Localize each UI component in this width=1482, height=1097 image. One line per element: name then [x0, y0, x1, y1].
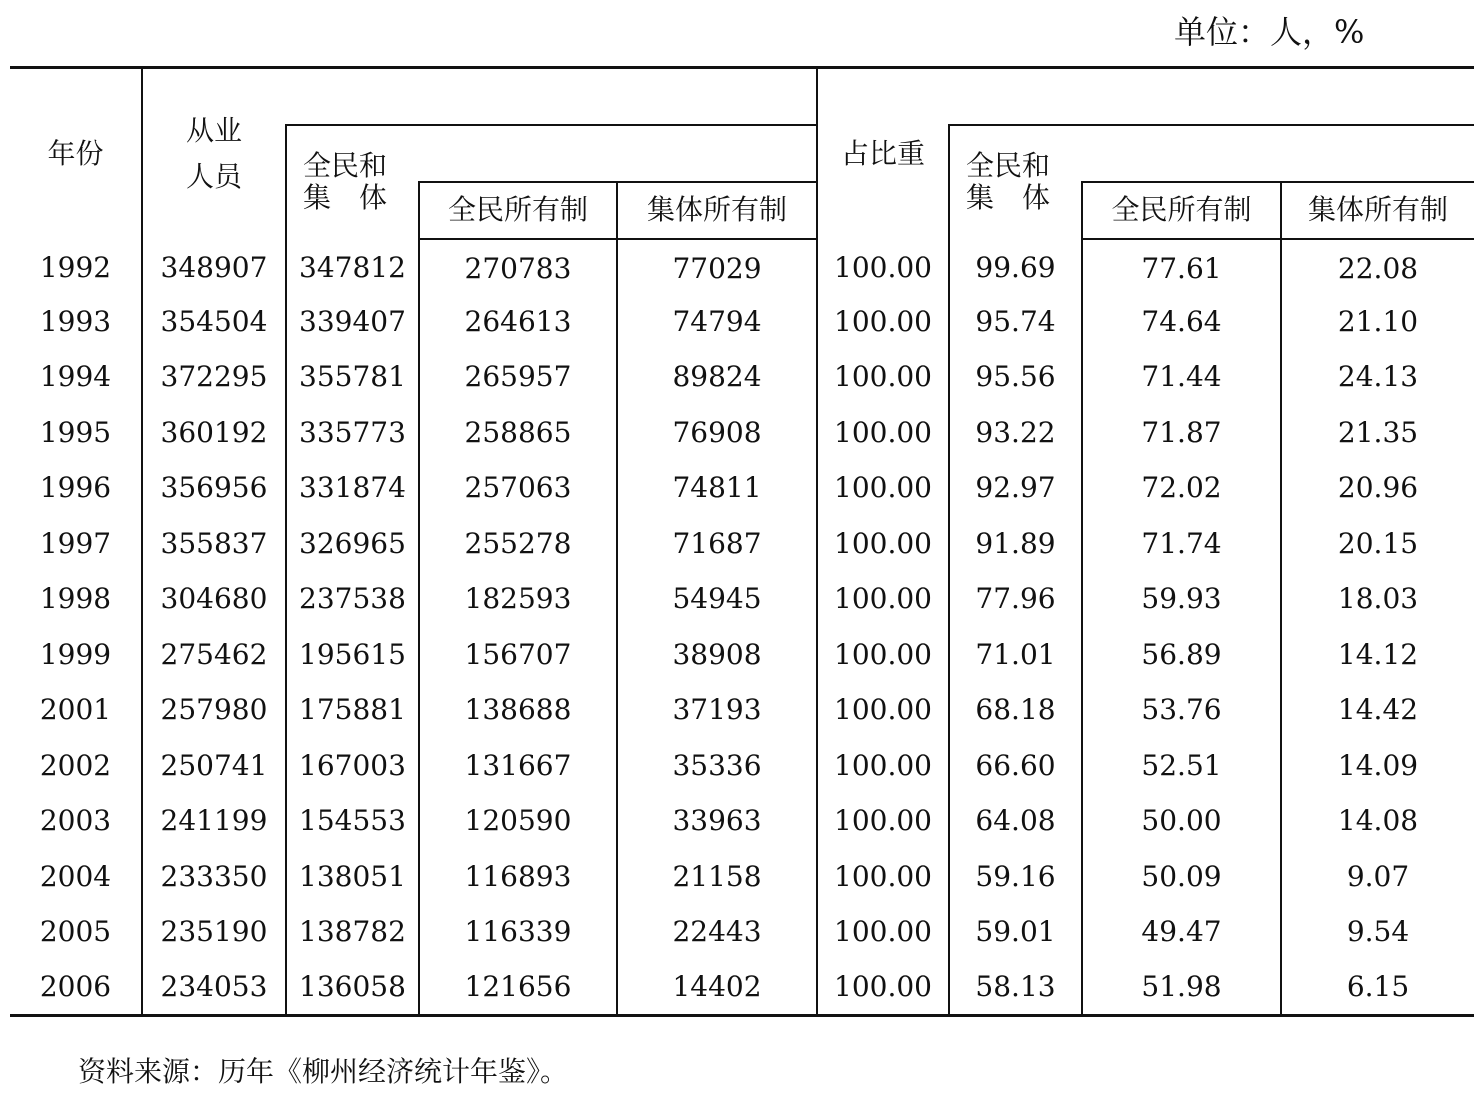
cell-state-collective: 347812: [286, 239, 419, 295]
cell-employees: 354504: [142, 294, 286, 350]
cell-state-collective: 167003: [286, 738, 419, 794]
cell-share-collective-owned: 9.07: [1281, 849, 1474, 905]
table-row: [10, 239, 1474, 295]
table-row: [10, 572, 1474, 628]
cell-employees: 235190: [142, 905, 286, 961]
cell-share-state-collective: 59.01: [949, 905, 1082, 961]
cell-state-owned: 131667: [419, 738, 617, 794]
cell-collective-owned: 76908: [617, 405, 817, 461]
cell-share-total: 100.00: [817, 738, 949, 794]
cell-share-total: 100.00: [817, 627, 949, 683]
table-header: [10, 68, 1474, 239]
cell-share-state-owned: 49.47: [1082, 905, 1281, 961]
cell-employees: 356956: [142, 461, 286, 517]
cell-year: 2001: [39, 693, 112, 727]
cell-share-collective-owned: 18.03: [1281, 572, 1474, 628]
cell-year: 1996: [39, 471, 112, 505]
cell-state-collective: 195615: [286, 627, 419, 683]
cell-share-collective-owned: 9.54: [1281, 905, 1474, 961]
table-row: [10, 350, 1474, 406]
cell-year: 1993: [39, 304, 112, 338]
cell-state-owned: 270783: [419, 239, 617, 295]
cell-share-total: 100.00: [817, 405, 949, 461]
cell-share-state-collective: 71.01: [949, 627, 1082, 683]
header-share-state-owned: 全民所有制: [1082, 182, 1281, 239]
cell-share-collective-owned: 14.09: [1281, 738, 1474, 794]
cell-share-state-owned: 59.93: [1082, 572, 1281, 628]
table-row: [10, 461, 1474, 517]
cell-state-owned: 264613: [419, 294, 617, 350]
cell-share-total: 100.00: [817, 960, 949, 1016]
cell-year: 2003: [39, 804, 112, 838]
cell-collective-owned: 77029: [617, 239, 817, 295]
cell-collective-owned: 74794: [617, 294, 817, 350]
cell-state-owned: 116893: [419, 849, 617, 905]
cell-share-total: 100.00: [817, 572, 949, 628]
header-year: 年份: [47, 136, 104, 170]
header-share-state-collective-line1: 全民和: [966, 149, 1051, 182]
cell-collective-owned: 37193: [617, 683, 817, 739]
cell-share-collective-owned: 24.13: [1281, 350, 1474, 406]
header-share-state-collective: [949, 125, 1082, 239]
cell-share-state-collective: 58.13: [949, 960, 1082, 1016]
cell-share-state-owned: 50.09: [1082, 849, 1281, 905]
cell-share-state-collective: 93.22: [949, 405, 1082, 461]
table-row: [10, 849, 1474, 905]
cell-year: 1995: [39, 415, 112, 449]
cell-year: 1997: [39, 526, 112, 560]
cell-state-owned: 120590: [419, 794, 617, 850]
header-share-state-collective-span: [1082, 125, 1474, 182]
cell-state-collective: 138051: [286, 849, 419, 905]
cell-collective-owned: 74811: [617, 461, 817, 517]
header-share-collective-owned: 集体所有制: [1281, 182, 1474, 239]
cell-state-owned: 156707: [419, 627, 617, 683]
cell-share-state-collective: 64.08: [949, 794, 1082, 850]
cell-state-collective: 326965: [286, 516, 419, 572]
cell-state-collective: 138782: [286, 905, 419, 961]
cell-share-state-owned: 77.61: [1082, 239, 1281, 295]
cell-collective-owned: 21158: [617, 849, 817, 905]
cell-employees: 348907: [142, 239, 286, 295]
cell-share-collective-owned: 14.12: [1281, 627, 1474, 683]
cell-collective-owned: 71687: [617, 516, 817, 572]
cell-collective-owned: 35336: [617, 738, 817, 794]
cell-share-total: 100.00: [817, 350, 949, 406]
table-row: [10, 738, 1474, 794]
cell-year: 1998: [39, 582, 112, 616]
cell-state-collective: 136058: [286, 960, 419, 1016]
cell-employees: 360192: [142, 405, 286, 461]
cell-collective-owned: 89824: [617, 350, 817, 406]
cell-share-state-owned: 71.74: [1082, 516, 1281, 572]
cell-state-owned: 121656: [419, 960, 617, 1016]
header-collective-owned: 集体所有制: [617, 182, 817, 239]
header-state-owned: 全民所有制: [419, 182, 617, 239]
cell-collective-owned: 14402: [617, 960, 817, 1016]
cell-collective-owned: 33963: [617, 794, 817, 850]
cell-state-collective: 339407: [286, 294, 419, 350]
cell-employees: 304680: [142, 572, 286, 628]
cell-year: 2005: [39, 915, 112, 949]
cell-employees: 355837: [142, 516, 286, 572]
table-row: [10, 627, 1474, 683]
cell-share-state-owned: 74.64: [1082, 294, 1281, 350]
header-employees-line1: 从业: [185, 113, 242, 147]
cell-collective-owned: 38908: [617, 627, 817, 683]
table-row: [10, 405, 1474, 461]
cell-employees: 233350: [142, 849, 286, 905]
cell-share-state-collective: 95.56: [949, 350, 1082, 406]
cell-state-owned: 257063: [419, 461, 617, 517]
cell-state-owned: 258865: [419, 405, 617, 461]
cell-share-total: 100.00: [817, 905, 949, 961]
header-group-spacer-left: [286, 68, 817, 125]
cell-share-state-collective: 95.74: [949, 294, 1082, 350]
table-row: [10, 960, 1474, 1016]
cell-share-state-collective: 92.97: [949, 461, 1082, 517]
cell-share-total: 100.00: [817, 294, 949, 350]
cell-share-state-owned: 71.87: [1082, 405, 1281, 461]
cell-state-collective: 331874: [286, 461, 419, 517]
cell-year: 2002: [39, 748, 112, 782]
cell-employees: 275462: [142, 627, 286, 683]
cell-share-state-owned: 56.89: [1082, 627, 1281, 683]
cell-share-total: 100.00: [817, 849, 949, 905]
cell-state-owned: 138688: [419, 683, 617, 739]
table-body: [10, 239, 1474, 1016]
cell-share-state-owned: 50.00: [1082, 794, 1281, 850]
cell-share-state-collective: 66.60: [949, 738, 1082, 794]
cell-state-collective: 175881: [286, 683, 419, 739]
table-row: [10, 794, 1474, 850]
unit-label: 单位：人，%: [1174, 13, 1365, 51]
source-footnote: 资料来源：历年《柳州经济统计年鉴》。: [78, 1055, 569, 1088]
cell-share-state-owned: 51.98: [1082, 960, 1281, 1016]
cell-employees: 257980: [142, 683, 286, 739]
cell-share-state-collective: 59.16: [949, 849, 1082, 905]
cell-state-owned: 116339: [419, 905, 617, 961]
cell-year: 1999: [39, 637, 112, 671]
table-row: [10, 516, 1474, 572]
cell-year: 1994: [39, 360, 112, 394]
cell-collective-owned: 54945: [617, 572, 817, 628]
cell-share-total: 100.00: [817, 461, 949, 517]
cell-state-collective: 237538: [286, 572, 419, 628]
header-state-collective-span: [419, 125, 817, 182]
cell-share-collective-owned: 20.15: [1281, 516, 1474, 572]
cell-state-collective: 355781: [286, 350, 419, 406]
cell-share-state-collective: 99.69: [949, 239, 1082, 295]
cell-employees: 250741: [142, 738, 286, 794]
cell-year: 2004: [39, 859, 112, 893]
employment-table: [10, 66, 1474, 1017]
cell-share-state-collective: 68.18: [949, 683, 1082, 739]
cell-year: 1992: [39, 251, 112, 285]
cell-share-state-owned: 53.76: [1082, 683, 1281, 739]
cell-state-owned: 265957: [419, 350, 617, 406]
cell-share-state-collective: 91.89: [949, 516, 1082, 572]
cell-state-collective: 335773: [286, 405, 419, 461]
cell-share-state-owned: 52.51: [1082, 738, 1281, 794]
cell-share-total: 100.00: [817, 239, 949, 295]
table-row: [10, 683, 1474, 739]
header-state-collective-line1: 全民和: [303, 149, 388, 182]
table-row: [10, 294, 1474, 350]
cell-share-collective-owned: 14.42: [1281, 683, 1474, 739]
cell-employees: 234053: [142, 960, 286, 1016]
cell-share-state-collective: 77.96: [949, 572, 1082, 628]
cell-employees: 372295: [142, 350, 286, 406]
cell-state-owned: 255278: [419, 516, 617, 572]
header-employees: [142, 68, 286, 239]
cell-share-collective-owned: 21.35: [1281, 405, 1474, 461]
cell-share-total: 100.00: [817, 683, 949, 739]
header-group-spacer-right: [949, 68, 1474, 125]
cell-year: 2006: [39, 970, 112, 1003]
table-row: [10, 905, 1474, 961]
cell-state-collective: 154553: [286, 794, 419, 850]
cell-share-collective-owned: 20.96: [1281, 461, 1474, 517]
header-share: 占比重: [817, 68, 949, 239]
header-employees-line2: 人员: [185, 159, 242, 193]
cell-share-state-owned: 71.44: [1082, 350, 1281, 406]
cell-share-collective-owned: 14.08: [1281, 794, 1474, 850]
header-state-collective: [286, 125, 419, 239]
cell-share-collective-owned: 6.15: [1281, 960, 1474, 1016]
header-share-state-collective-line2: 集 体: [966, 181, 1051, 214]
cell-employees: 241199: [142, 794, 286, 850]
cell-share-collective-owned: 21.10: [1281, 294, 1474, 350]
cell-share-collective-owned: 22.08: [1281, 239, 1474, 295]
header-state-collective-line2: 集 体: [303, 181, 388, 214]
cell-state-owned: 182593: [419, 572, 617, 628]
cell-share-state-owned: 72.02: [1082, 461, 1281, 517]
cell-share-total: 100.00: [817, 794, 949, 850]
cell-share-total: 100.00: [817, 516, 949, 572]
cell-collective-owned: 22443: [617, 905, 817, 961]
